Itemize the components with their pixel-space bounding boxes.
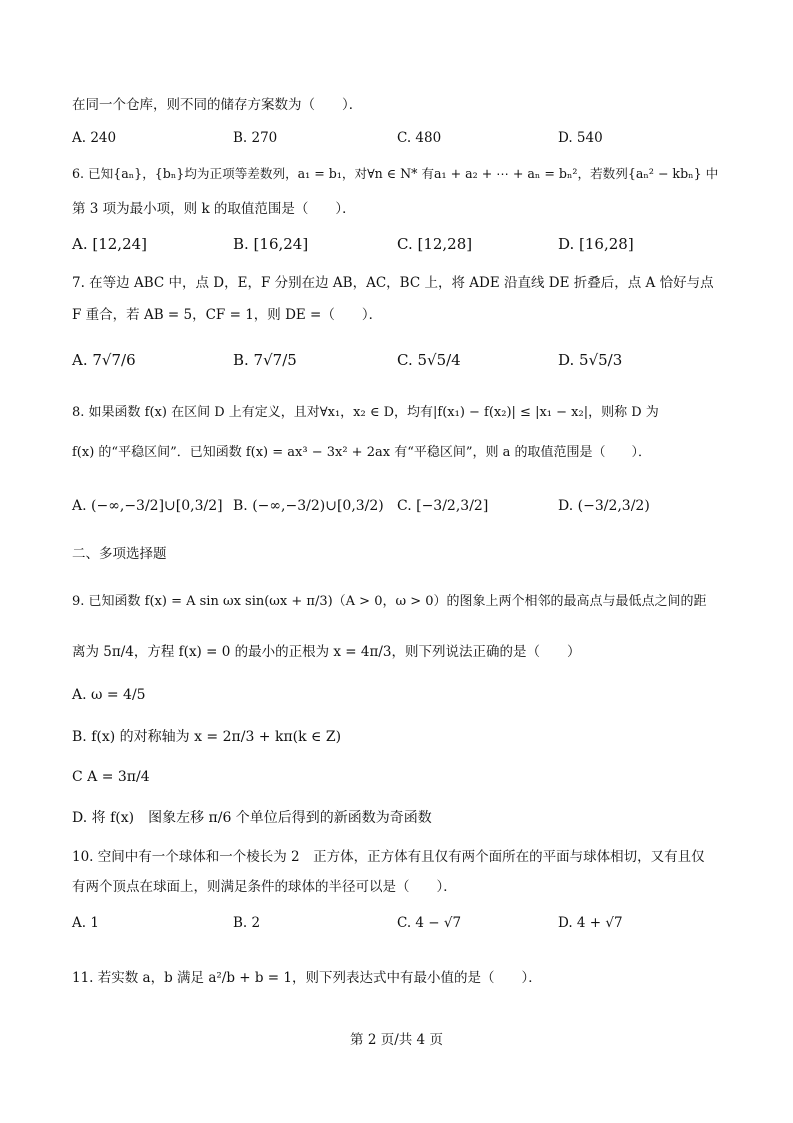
- q7-option-c: C. 5√5/4: [397, 351, 461, 369]
- q6-stem-line1: 6. 已知{aₙ}，{bₙ}均为正项等差数列，a₁ = b₁，对∀n ∈ N* 有a₁ + a₂ + ⋯ + aₙ = bₙ²，若数列{aₙ² − kbₙ} 中: [72, 166, 719, 181]
- q9-stem-line1: 9. 已知函数 f(x) = A sin ωx sin(ωx + π/3)（A > 0，ω > 0）的图象上两个相邻的最高点与最低点之间的距: [72, 594, 707, 609]
- q9-option-b: B. f(x) 的对称轴为 x = 2π/3 + kπ(k ∈ Z): [72, 729, 342, 745]
- q7-stem-line1: 7. 在等边 ABC 中，点 D，E，F 分别在边 AB，AC，BC 上，将 ADE 沿直线 DE 折叠后，点 A 恰好与点: [72, 275, 714, 291]
- q8-option-b: B. (−∞,−3/2)∪[0,3/2): [233, 498, 384, 514]
- q8-stem-line2: f(x) 的“平稳区间”．已知函数 f(x) = ax³ − 3x² + 2ax 有“平稳区间”，则 a 的取值范围是（ ）．: [72, 445, 652, 460]
- q5-option-a: A. 240: [72, 130, 117, 146]
- q5-stem: 在同一个仓库，则不同的储存方案数为（ ）．: [72, 97, 363, 113]
- q11-stem: 11. 若实数 a，b 满足 a²/b + b = 1，则下列表达式中有最小值的是（ ）．: [72, 970, 542, 986]
- q5-option-b: B. 270: [233, 130, 278, 146]
- q5-option-c: C. 480: [397, 130, 442, 146]
- q7-option-a: A. 7√7/6: [72, 351, 136, 369]
- q10-option-d: D. 4 + √7: [558, 915, 623, 931]
- section-heading: 二、多项选择题: [72, 546, 167, 562]
- q10-option-c: C. 4 − √7: [397, 915, 462, 931]
- q5-option-d: D. 540: [558, 130, 603, 146]
- q10-stem-line2: 有两个顶点在球面上，则满足条件的球体的半径可以是（ ）．: [72, 879, 457, 895]
- q8-stem-line1: 8. 如果函数 f(x) 在区间 D 上有定义，且对∀x₁，x₂ ∈ D，均有|f(x₁) − f(x₂)| ≤ |x₁ − x₂|，则称 D 为: [72, 405, 659, 420]
- q6-option-d: D. [16,28]: [558, 235, 634, 253]
- q7-option-d: D. 5√5/3: [558, 351, 623, 369]
- q7-stem-line2: F 重合，若 AB = 5，CF = 1，则 DE =（ ）．: [72, 307, 383, 323]
- q6-option-a: A. [12,24]: [72, 235, 148, 253]
- q10-stem-line1: 10. 空间中有一个球体和一个棱长为 2 正方体，正方体有且仅有两个面所在的平面与球体相切，又有且仅: [72, 849, 705, 865]
- q9-option-a: A. ω = 4/5: [72, 687, 146, 703]
- q6-stem-line2: 第 3 项为最小项，则 k 的取值范围是（ ）．: [72, 201, 356, 217]
- q8-option-d: D. (−3/2,3/2): [558, 498, 650, 514]
- q6-option-c: C. [12,28]: [397, 235, 473, 253]
- q7-option-b: B. 7√7/5: [233, 351, 297, 369]
- q9-option-c: C A = 3π/4: [72, 769, 150, 785]
- q9-option-d: D. 将 f(x) 图象左移 π/6 个单位后得到的新函数为奇函数: [72, 810, 432, 826]
- q8-option-a: A. (−∞,−3/2]∪[0,3/2]: [72, 498, 223, 514]
- q8-option-c: C. [−3/2,3/2]: [397, 498, 489, 514]
- page-footer: 第 2 页/共 4 页: [350, 1032, 443, 1048]
- q10-option-a: A. 1: [72, 915, 99, 931]
- q10-option-b: B. 2: [233, 915, 261, 931]
- q6-option-b: B. [16,24]: [233, 235, 309, 253]
- q9-stem-line2: 离为 5π/4，方程 f(x) = 0 的最小的正根为 x = 4π/3，则下列说法正确的是（ ）: [72, 644, 581, 660]
